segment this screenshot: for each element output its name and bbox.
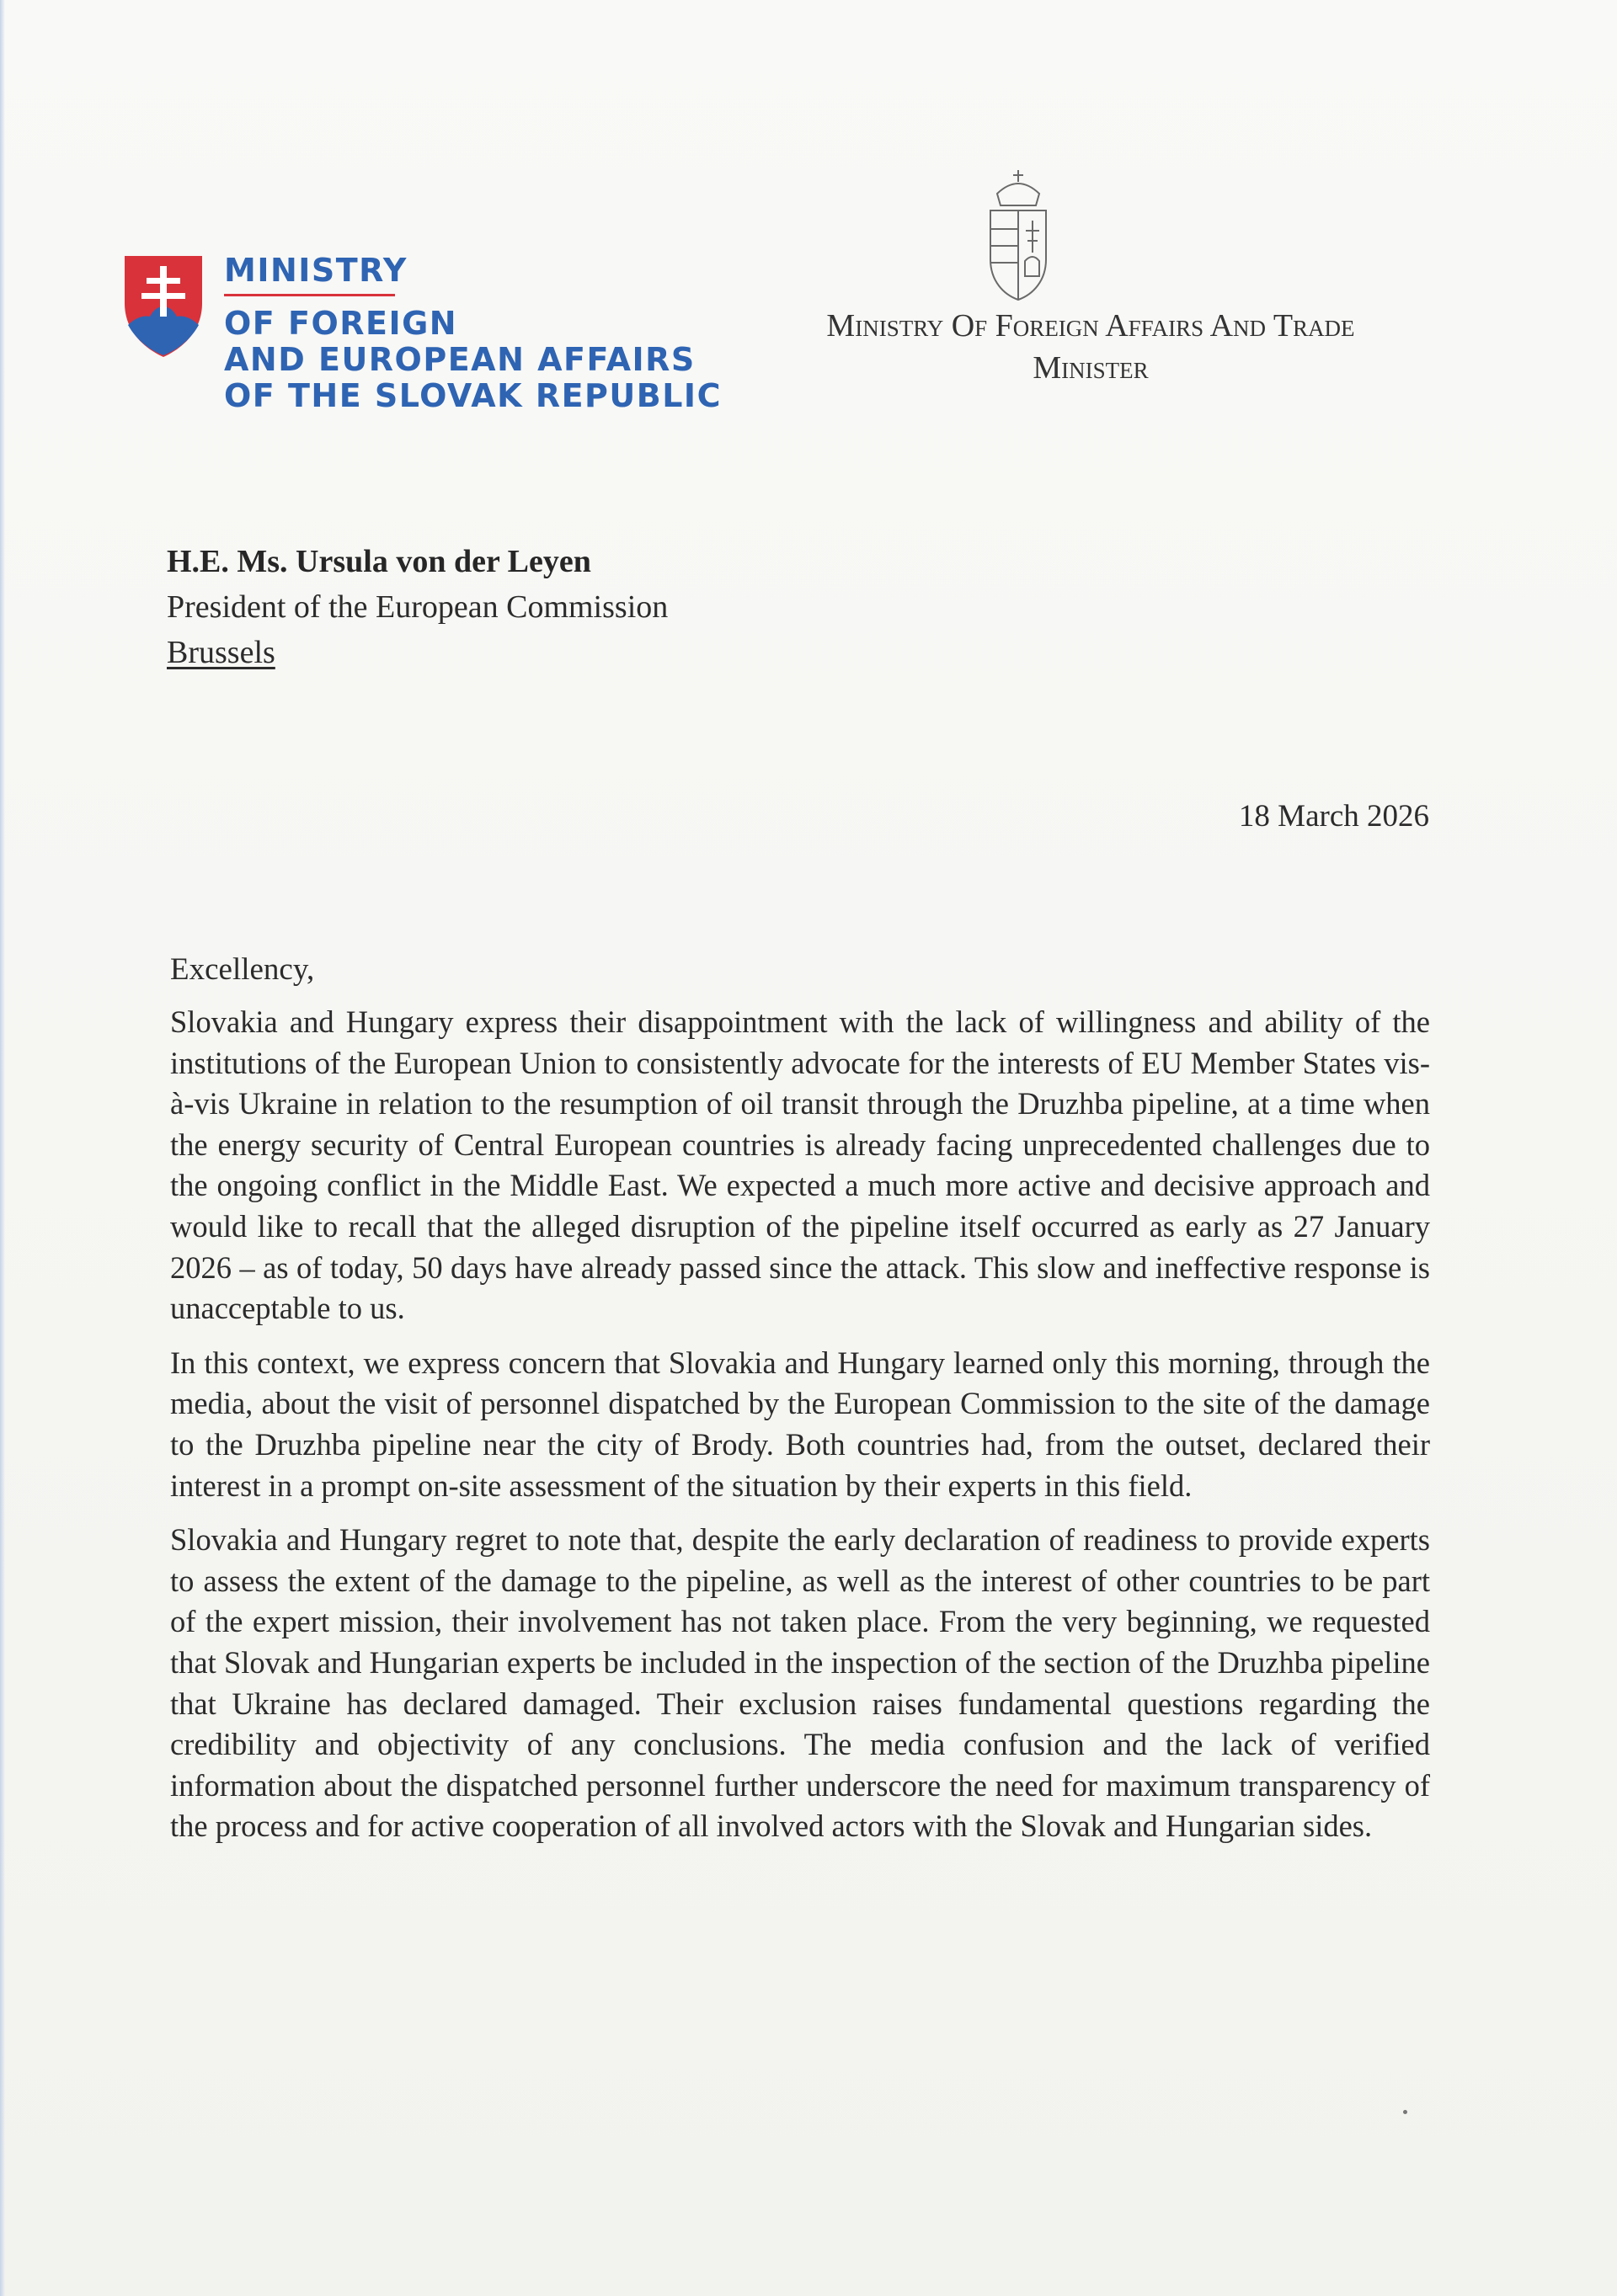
- slovak-ministry-logo: [123, 252, 722, 421]
- body-paragraph-1: Slovakia and Hungary express their disappointment with the lack of willingness and ability of the institutions of the European Union to consistently advocate for the interests of EU Member States vis-à-vis Ukraine in relation to the resumption of oil transit through the Druzhba pipeline, at a time when the energy security of Central European countries is already facing unprecedented challenges due to the ongoing conflict in the Middle East. We expected a much more active and decisive approach and would like to recall that the alleged disruption of the pipeline itself occurred as early as 27 January 2026 – as of today, 50 days have already passed since the attack. This slow and ineffective response is unacceptable to us.: [170, 1004, 1430, 1326]
- recipient-title: President of the European Commission: [167, 589, 669, 625]
- slovak-ministry-name: [224, 253, 722, 414]
- hungarian-coat-of-arms-icon: [985, 168, 1051, 303]
- paper-speck: [1403, 2110, 1407, 2114]
- hungarian-ministry-header: [741, 168, 1457, 396]
- letter-body: [170, 1002, 1430, 1861]
- page-edge-shadow: [0, 0, 5, 2296]
- slovak-coat-of-arms-icon: [123, 254, 204, 359]
- recipient-city: Brussels: [167, 635, 275, 670]
- slovak-ministry-line-1: MINISTRY: [224, 252, 408, 289]
- hungarian-minister-title: Minister: [1033, 350, 1149, 386]
- slovak-ministry-line-3: AND EUROPEAN AFFAIRS: [224, 341, 696, 378]
- body-paragraph-3: Slovakia and Hungary regret to note that, despite the early declaration of readiness to provide experts to assess the extent of the damage to the pipeline, as well as the interest of other countries to be part of the expert mission, their involvement has not taken place. From the very beginning, we requested that Slovak and Hungarian experts be included in the inspection of the section of the Druzhba pipeline that Ukraine has declared damaged. Their exclusion raises fundamental questions regarding the credibility and objectivity of any conclusions. The media confusion and the lack of verified information about the dispatched personnel further underscore the need for maximum transparency of the process and for active cooperation of all involved actors with the Slovak and Hungarian sides.: [170, 1522, 1430, 1844]
- hungarian-ministry-name: Ministry Of Foreign Affairs And Trade: [826, 308, 1355, 344]
- body-paragraph-2: In this context, we express concern that Slovakia and Hungary learned only this morning, through the media, about the visit of personnel dispatched by the European Commission to the site of the damage to the Druzhba pipeline near the city of Brody. Both countries had, from the outset, declared their interest in a prompt on-site assessment of the situation by their experts in this field.: [170, 1345, 1430, 1503]
- recipient-name: H.E. Ms. Ursula von der Leyen: [167, 544, 591, 579]
- recipient-block: [167, 539, 668, 675]
- letter-date: 18 March 2026: [1238, 799, 1429, 834]
- salutation: Excellency,: [170, 952, 315, 987]
- slovak-ministry-line-2: OF FOREIGN: [224, 305, 458, 342]
- slovak-ministry-rule: [224, 294, 395, 296]
- slovak-ministry-line-4: OF THE SLOVAK REPUBLIC: [224, 377, 722, 414]
